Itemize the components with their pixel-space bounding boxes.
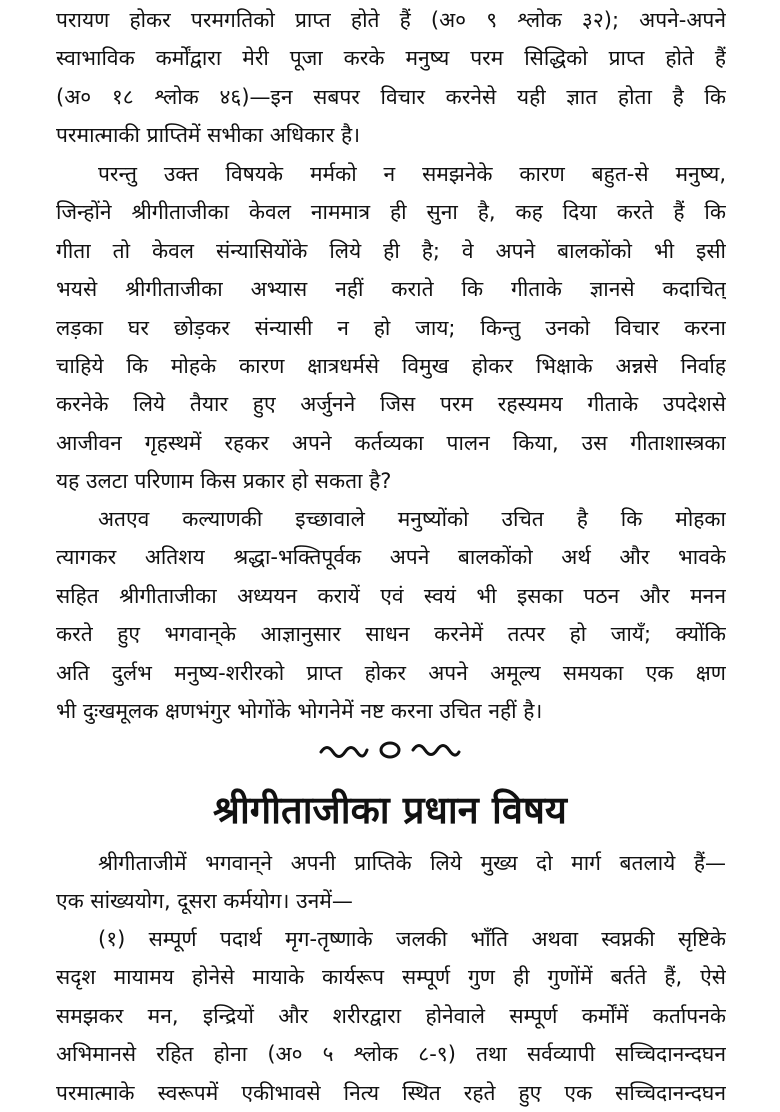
text-line: आजीवन गृहस्थमें रहकर अपने कर्तव्यका पालन किया, उस गीताशास्त्रका	[56, 430, 726, 455]
text-line: करनेके लिये तैयार हुए अर्जुनने जिस परम रहस्यमय गीताके उपदेशसे	[56, 392, 726, 417]
text-line: समझकर मन, इन्द्रियों और शरीरद्वारा होनेवाले सम्पूर्ण कर्मोंमें कर्तापनके	[56, 1003, 726, 1028]
paragraph-two-paths	[56, 844, 726, 921]
paragraph-misconception	[56, 155, 726, 501]
paragraph-sankhya-yoga	[56, 920, 726, 1112]
text-line: परन्तु उक्त विषयके मर्मको न समझनेके कारण बहुत-से मनुष्य,	[98, 162, 726, 186]
text-line: यह उलटा परिणाम किस प्रकार हो सकता है?	[56, 469, 392, 494]
text-line: जिन्होंने श्रीगीताजीका केवल नाममात्र ही सुना है, कह दिया करते हैं कि	[56, 200, 726, 225]
text-line: करते हुए भगवान्‌के आज्ञानुसार साधन करनेमें तत्पर हो जायँ; क्योंकि	[56, 622, 726, 647]
text-line: भयसे श्रीगीताजीका अभ्यास नहीं कराते कि गीताके ज्ञानसे कदाचित्	[56, 277, 726, 302]
text-line: त्यागकर अतिशय श्रद्धा-भक्तिपूर्वक अपने बालकोंको अर्थ और भावके	[56, 545, 726, 570]
text-line: अति दुर्लभ मनुष्य-शरीरको प्राप्त होकर अपने अमूल्य समयका एक क्षण	[56, 660, 726, 685]
text-line: परमात्माकी प्राप्तिमें सभीका अधिकार है।	[56, 123, 361, 148]
text-line: एक सांख्ययोग, दूसरा कर्मयोग। उनमें—	[56, 889, 353, 914]
text-line: (१) सम्पूर्ण पदार्थ मृग-तृष्णाके जलकी भाँति अथवा स्वप्नकी सृष्टिके	[98, 927, 726, 951]
paragraph-advice	[56, 500, 726, 730]
decorative-divider-icon	[0, 730, 780, 770]
text-line: परायण होकर परमगतिको प्राप्त होते हैं (अ० ९ श्लोक ३२); अपने-अपने	[56, 8, 726, 32]
text-line: भी दुःखमूलक क्षणभंगुर भोगोंके भोगनेमें नष्ट करना उचित नहीं है।	[56, 698, 543, 723]
text-line: (अ० १८ श्लोक ४६)—इन सबपर विचार करनेसे यही ज्ञात होता है कि	[56, 84, 726, 109]
text-line: अतएव कल्याणकी इच्छावाले मनुष्योंको उचित है कि मोहका	[98, 507, 726, 531]
text-line: श्रीगीताजीमें भगवान्‌ने अपनी प्राप्तिके लिये मुख्य दो मार्ग बतलाये हैं—	[98, 851, 726, 875]
paragraph-continuation	[56, 1, 726, 155]
section-heading: श्रीगीताजीका प्रधान विषय	[213, 788, 567, 832]
text-line: लड़का घर छोड़कर संन्यासी न हो जाय; किन्तु उनको विचार करना	[56, 315, 726, 340]
text-line: गीता तो केवल संन्यासियोंके लिये ही है; वे अपने बालकोंको भी इसी	[56, 238, 726, 263]
text-line: सहित श्रीगीताजीका अध्ययन करायें एवं स्वयं भी इसका पठन और मनन	[56, 583, 726, 608]
text-line: स्वाभाविक कर्मोंद्वारा मेरी पूजा करके मनुष्य परम सिद्धिको प्राप्त होते हैं	[56, 46, 726, 71]
text-line: चाहिये कि मोहके कारण क्षात्रधर्मसे विमुख होकर भिक्षाके अन्नसे निर्वाह	[56, 353, 726, 378]
text-line: सदृश मायामय होनेसे मायाके कार्यरूप सम्पूर्ण गुण ही गुणोंमें बर्तते हैं, ऐसे	[56, 965, 726, 990]
text-line: परमात्माके स्वरूपमें एकीभावसे नित्य स्थित रहते हुए एक सच्चिदानन्दघन	[56, 1080, 726, 1105]
text-line: अभिमानसे रहित होना (अ० ५ श्लोक ८-९) तथा सर्वव्यापी सच्चिदानन्दघन	[56, 1042, 726, 1067]
